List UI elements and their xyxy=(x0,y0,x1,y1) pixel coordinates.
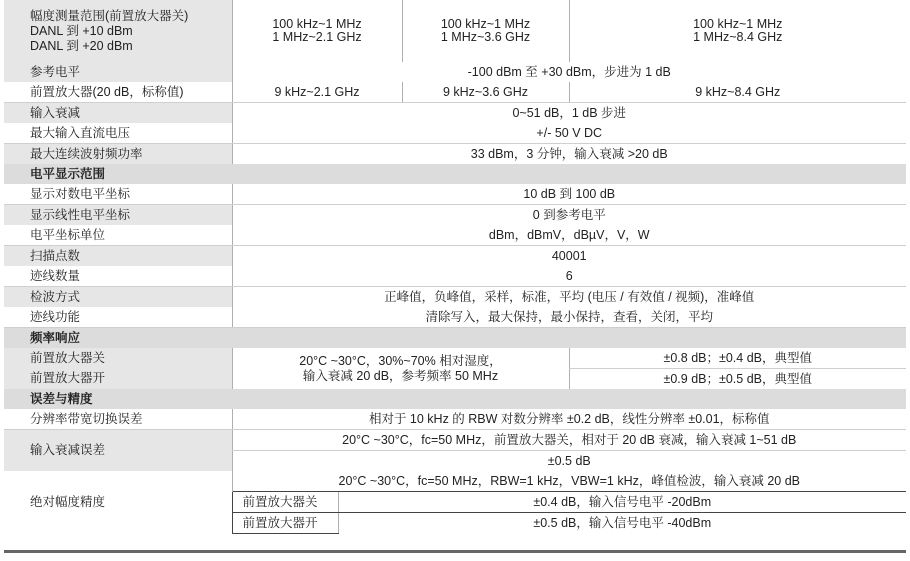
max-dc-value: +/- 50 V DC xyxy=(232,123,906,144)
section-freq-response xyxy=(4,328,906,349)
abs-accuracy-label: 绝对幅度精度 xyxy=(4,471,232,534)
row-lin-scale xyxy=(4,205,906,226)
abs-preamp-off-label: 前置放大器关 xyxy=(232,492,338,513)
abs-preamp-off-value: ±0.4 dB，输入信号电平 -20dBm xyxy=(338,492,906,513)
section-display-range xyxy=(4,164,906,184)
max-cw-label: 最大连续波射频功率 xyxy=(4,144,232,165)
abs-preamp-on-label: 前置放大器开 xyxy=(232,513,338,534)
att-error-condition: 20°C ~30°C，fc=50 MHz，前置放大器关，相对于 20 dB 衰减，输入衰减 1~51 dB xyxy=(232,430,906,451)
display-range-title: 电平显示范围 xyxy=(4,164,906,184)
freq-preamp-on-value: ±0.9 dB；±0.5 dB，典型值 xyxy=(569,369,906,390)
abs-preamp-on-value: ±0.5 dB，输入信号电平 -40dBm xyxy=(338,513,906,534)
sweep-points-value: 40001 xyxy=(232,246,906,267)
amplitude-range-col3-line2: 1 MHz~8.4 GHz xyxy=(693,30,783,44)
freq-response-title: 频率响应 xyxy=(4,328,906,349)
rbw-switch-label: 分辨率带宽切换误差 xyxy=(4,409,232,430)
sweep-points-label: 扫描点数 xyxy=(4,246,232,267)
log-scale-label: 显示对数电平坐标 xyxy=(4,184,232,205)
row-preamp xyxy=(4,82,906,103)
bottom-rule xyxy=(4,550,906,553)
trace-count-label: 迹线数量 xyxy=(4,266,232,287)
detector-label: 检波方式 xyxy=(4,287,232,308)
input-att-label: 输入衰减 xyxy=(4,103,232,124)
input-att-value: 0~51 dB，1 dB 步进 xyxy=(232,103,906,124)
lin-scale-label: 显示线性电平坐标 xyxy=(4,205,232,226)
amplitude-range-label-line1: 幅度测量范围(前置放大器关) xyxy=(30,8,189,23)
preamp-value-2: 9 kHz~3.6 GHz xyxy=(402,82,569,103)
row-abs-condition xyxy=(4,471,906,492)
trace-count-value: 6 xyxy=(232,266,906,287)
preamp-value-1: 9 kHz~2.1 GHz xyxy=(232,82,402,103)
row-units xyxy=(4,225,906,246)
spec-table xyxy=(4,0,906,534)
units-label: 电平坐标单位 xyxy=(4,225,232,246)
section-error-accuracy xyxy=(4,389,906,409)
freq-preamp-off-label: 前置放大器关 xyxy=(4,348,232,369)
rbw-switch-value: 相对于 10 kHz 的 RBW 对数分辨率 ±0.2 dB，线性分辨率 ±0.01，标称值 xyxy=(232,409,906,430)
max-cw-value: 33 dBm，3 分钟，输入衰减 >20 dB xyxy=(232,144,906,165)
amplitude-range-col2 xyxy=(402,0,569,62)
row-amplitude-range xyxy=(4,0,906,62)
amplitude-range-col2-line1: 100 kHz~1 MHz xyxy=(440,17,531,31)
trace-func-label: 迹线功能 xyxy=(4,307,232,328)
freq-preamp-on-label: 前置放大器开 xyxy=(4,369,232,390)
amplitude-range-col2-line2: 1 MHz~3.6 GHz xyxy=(440,30,531,44)
amplitude-range-col1-line1: 100 kHz~1 MHz xyxy=(272,17,362,31)
row-trace-func xyxy=(4,307,906,328)
row-rbw-switch xyxy=(4,409,906,430)
row-trace-count xyxy=(4,266,906,287)
preamp-value-3: 9 kHz~8.4 GHz xyxy=(569,82,906,103)
row-detector xyxy=(4,287,906,308)
freq-response-condition-line1: 20°C ~30°C，30%~70% 相对湿度， xyxy=(299,353,502,368)
row-max-cw xyxy=(4,144,906,165)
amplitude-range-col1-line2: 1 MHz~2.1 GHz xyxy=(272,30,362,44)
lin-scale-value: 0 到参考电平 xyxy=(232,205,906,226)
preamp-label: 前置放大器(20 dB，标称值) xyxy=(4,82,232,103)
att-error-label: 输入衰减误差 xyxy=(4,430,232,472)
amplitude-range-col3 xyxy=(569,0,906,62)
freq-preamp-off-value: ±0.8 dB；±0.4 dB，典型值 xyxy=(569,348,906,369)
amplitude-range-col1 xyxy=(232,0,402,62)
abs-accuracy-condition: 20°C ~30°C，fc=50 MHz，RBW=1 kHz，VBW=1 kHz，峰值检波，输入衰减 20 dB xyxy=(232,471,906,492)
row-input-att xyxy=(4,103,906,124)
ref-level-label: 参考电平 xyxy=(4,62,232,82)
row-max-dc xyxy=(4,123,906,144)
ref-level-value: -100 dBm 至 +30 dBm，步进为 1 dB xyxy=(232,62,906,82)
freq-response-condition-line2: 输入衰减 20 dB，参考频率 50 MHz xyxy=(302,368,499,383)
trace-func-value: 清除写入，最大保持，最小保持，查看，关闭，平均 xyxy=(232,307,906,328)
amplitude-range-label-line2: DANL 到 +10 dBm xyxy=(30,23,133,38)
units-value: dBm，dBmV，dBµV，V，W xyxy=(232,225,906,246)
row-att-error-condition xyxy=(4,430,906,451)
row-freq-preamp-off xyxy=(4,348,906,369)
freq-response-condition xyxy=(232,348,569,389)
amplitude-range-col3-line1: 100 kHz~1 MHz xyxy=(693,17,783,31)
row-sweep-points xyxy=(4,246,906,267)
detector-value: 正峰值，负峰值，采样，标准，平均 (电压 / 有效值 / 视频)，准峰值 xyxy=(232,287,906,308)
att-error-value: ±0.5 dB xyxy=(232,451,906,472)
log-scale-value: 10 dB 到 100 dB xyxy=(232,184,906,205)
amplitude-range-label-line3: DANL 到 +20 dBm xyxy=(30,38,133,53)
row-log-scale xyxy=(4,184,906,205)
amplitude-range-label xyxy=(4,0,232,62)
error-accuracy-title: 误差与精度 xyxy=(4,389,906,409)
max-dc-label: 最大输入直流电压 xyxy=(4,123,232,144)
row-ref-level xyxy=(4,62,906,82)
